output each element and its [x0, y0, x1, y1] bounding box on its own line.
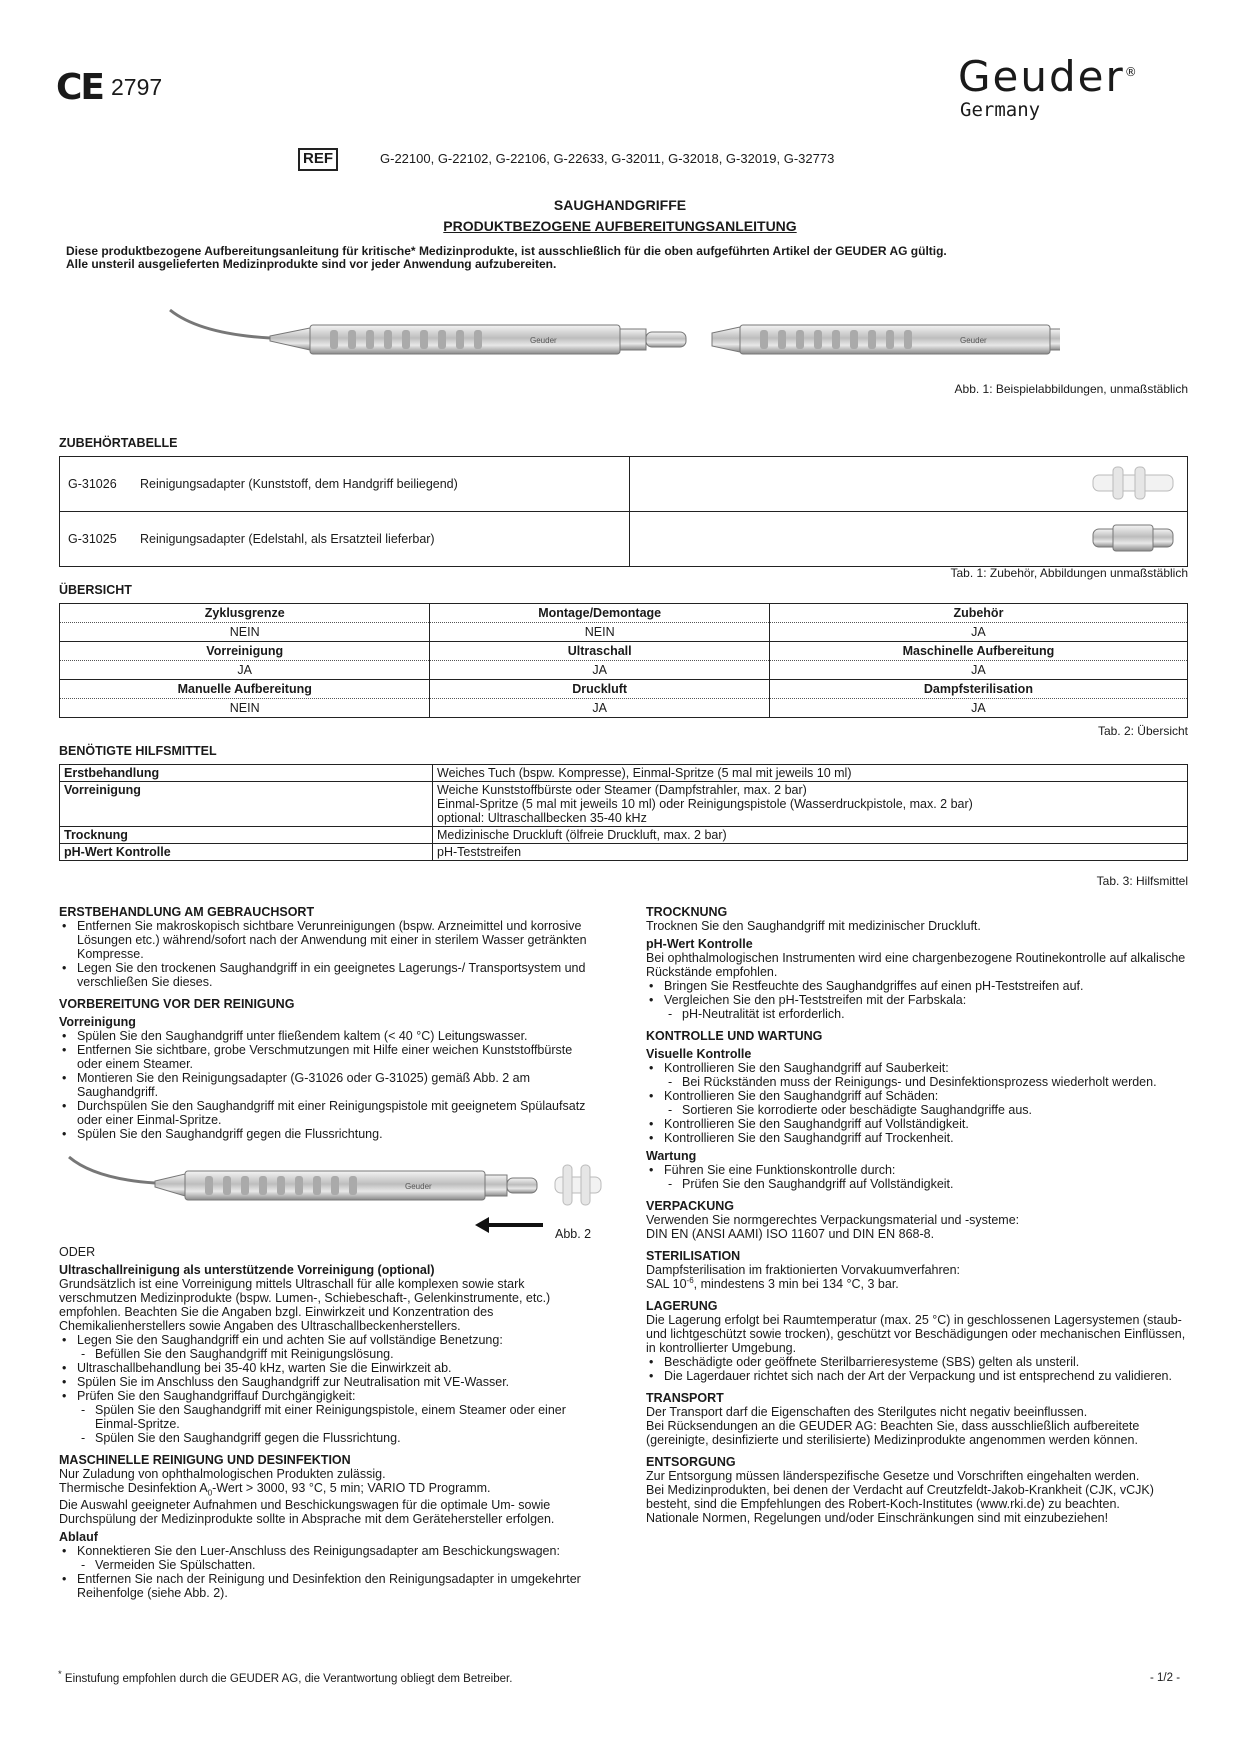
overview-table	[59, 603, 1188, 718]
tools-table	[59, 764, 1188, 861]
figure-1-caption: Abb. 1: Beispielabbildungen, unmaßstäblich	[954, 382, 1188, 396]
registered-mark: ®	[1124, 65, 1139, 79]
list-subitem: - Bei Rückständen muss der Reinigungs- und Desinfektionsprozess wiederholt werden.	[646, 1075, 1186, 1089]
footnote: * Einstufung empfohlen durch die GEUDER AG, die Verantwortung obliegt dem Betreiber.	[58, 1669, 513, 1685]
table-row	[60, 765, 1188, 782]
paragraph: Bei Medizinprodukten, bei denen der Verdacht auf Creutzfeldt-Jakob-Krankheit (CJK, vCJK) besteht, sind die Empfehlungen des Robert-Koch-Institutes (www.rki.de) zu beachten.	[646, 1483, 1154, 1512]
section-heading: TRANSPORT	[646, 1391, 724, 1406]
brand-name: Geuder	[958, 52, 1125, 101]
tools-key: Vorreinigung	[60, 782, 433, 827]
paragraph: Nationale Normen, Regelungen und/oder Einschränkungen sind mit einzubeziehen!	[646, 1511, 1109, 1526]
overview-label: Zubehör	[769, 604, 1187, 623]
list-item: • Spülen Sie den Saughandgriff unter fließendem kaltem (< 40 °C) Leitungswasser.	[59, 1029, 599, 1043]
paragraph: Trocknen Sie den Saughandgriff mit medizinischer Druckluft.	[646, 919, 981, 933]
paragraph: SAL $10^{-6}$, mindestens 3 min bei 134 °C, 3 bar.	[646, 1276, 899, 1292]
subsection-heading: Visuelle Kontrolle	[646, 1047, 752, 1061]
figure-2	[59, 1141, 599, 1245]
list-item: • Kontrollieren Sie den Saughandgriff auf Vollständigkeit.	[646, 1117, 1186, 1131]
figure-2-caption: Abb. 2	[555, 1227, 592, 1241]
accessory-image-cell	[630, 512, 1188, 567]
overview-value: JA	[769, 623, 1187, 642]
list-item: • Entfernen Sie sichtbare, grobe Verschmutzungen mit Hilfe einer weichen Kunststoffbürste oder einem Steamer.	[59, 1043, 599, 1071]
steel-adapter-icon	[1091, 518, 1175, 558]
list-subitem: - pH-Neutralität ist erforderlich.	[646, 1007, 1186, 1021]
table-2-caption: Tab. 2: Übersicht	[1097, 724, 1188, 738]
document-subtitle: PRODUKTBEZOGENE AUFBEREITUNGSANLEITUNG	[443, 218, 797, 234]
or-label: ODER	[59, 1245, 96, 1259]
list-item: • Kontrollieren Sie den Saughandgriff auf Schäden:	[646, 1089, 1186, 1103]
section-heading: MASCHINELLE REINIGUNG UND DESINFEKTION	[59, 1453, 351, 1467]
overview-value: NEIN	[430, 623, 769, 642]
overview-label: Dampfsterilisation	[769, 680, 1187, 699]
section-heading: LAGERUNG	[646, 1299, 718, 1314]
list-item: • Führen Sie eine Funktionskontrolle durch:	[646, 1163, 1186, 1177]
handle-without-cannula-icon	[712, 325, 1060, 354]
overview-label: Maschinelle Aufbereitung	[769, 642, 1187, 661]
paragraph: Bei ophthalmologischen Instrumenten wird eine chargenbezogene Routinekontrolle auf alkalische Rückstände empfohlen.	[646, 951, 1186, 979]
overview-value: NEIN	[60, 623, 430, 642]
list-item: • Legen Sie den Saughandgriff ein und achten Sie auf vollständige Benetzung:	[59, 1333, 599, 1347]
paragraph: Die Lagerung erfolgt bei Raumtemperatur (max. 25 °C) in geschlossenen Lagersystemen (staub- und lichtgeschützt sowie trocken), geschützt vor Beschädigungen oder mechanischen Einflüssen, in kontrollierter Umgebung.	[646, 1313, 1186, 1356]
tools-key: pH-Wert Kontrolle	[60, 844, 433, 861]
accessory-desc: Reinigungsadapter (Kunststoff, dem Handgriff beiliegend)	[140, 477, 458, 491]
section-heading: TROCKNUNG	[646, 905, 728, 919]
instruction-list	[59, 1544, 599, 1600]
overview-label: Zyklusgrenze	[60, 604, 430, 623]
instruction-list	[646, 1061, 1186, 1145]
section-heading: KONTROLLE UND WARTUNG	[646, 1029, 823, 1043]
subsection-heading: Ablauf	[59, 1530, 98, 1545]
overview-value: JA	[430, 661, 769, 680]
list-item: • Legen Sie den trockenen Saughandgriff in ein geeignetes Lagerungs-/ Transportsystem und verschließen Sie dieses.	[59, 961, 599, 989]
table-row	[60, 699, 1188, 718]
paragraph: Die Auswahl geeigneter Aufnahmen und Beschickungswagen für die optimale Um- sowie Durchspülung der Medizinprodukte sollte in Absprache mit dem Gerätehersteller erfolgen.	[59, 1498, 555, 1527]
section-heading: VORBEREITUNG VOR DER REINIGUNG	[59, 997, 295, 1011]
intro-line-1: Diese produktbezogene Aufbereitungsanleitung für kritische* Medizinprodukte, ist ausschließlich für die oben aufgeführten Artikel der GEUDER AG gültig.	[66, 244, 947, 258]
table-1-caption: Tab. 1: Zubehör, Abbildungen unmaßstäblich	[950, 566, 1188, 580]
paragraph: Nur Zuladung von ophthalmologischen Produkten zulässig.	[59, 1467, 386, 1481]
list-subitem: - Vermeiden Sie Spülschatten.	[59, 1558, 599, 1572]
list-item: • Entfernen Sie nach der Reinigung und Desinfektion den Reinigungsadapter in umgekehrter Reihenfolge (siehe Abb. 2).	[59, 1572, 599, 1600]
table-row	[60, 844, 1188, 861]
list-item: • Vergleichen Sie den pH-Teststreifen mit der Farbskala:	[646, 993, 1186, 1007]
subsection-heading: Wartung	[646, 1149, 697, 1163]
list-item: • Kontrollieren Sie den Saughandgriff auf Sauberkeit:	[646, 1061, 1186, 1075]
overview-value: JA	[430, 699, 769, 718]
list-item: • Prüfen Sie den Saughandgriffauf Durchgängigkeit:	[59, 1389, 599, 1403]
overview-value: NEIN	[60, 699, 430, 718]
table-row	[60, 827, 1188, 844]
paragraph: Bei Rücksendungen an die GEUDER AG: Beachten Sie, dass ausschließlich aufbereitete (gereinigte, desinfizierte und sterilisierte) Medizinprodukte angenommen werden können.	[646, 1419, 1140, 1448]
accessories-heading: ZUBEHÖRTABELLE	[59, 436, 178, 450]
left-column	[59, 905, 599, 1600]
list-item: • Spülen Sie im Anschluss den Saughandgriff zur Neutralisation mit VE-Wasser.	[59, 1375, 599, 1389]
paragraph: DIN EN (ANSI AAMI) ISO 11607 und DIN EN 868-8.	[646, 1227, 935, 1241]
overview-label: Druckluft	[430, 680, 769, 699]
section-heading: ERSTBEHANDLUNG AM GEBRAUCHSORT	[59, 905, 315, 919]
table-row	[60, 623, 1188, 642]
tools-value: pH-Teststreifen	[433, 844, 1188, 861]
list-item: • Durchspülen Sie den Saughandgriff mit einer Reinigungspistole mit geeignetem Spülaufsatz oder einer Einmal-Spritze.	[59, 1099, 599, 1127]
tools-key: Erstbehandlung	[60, 765, 433, 782]
page-number: - 1/2 -	[1150, 1672, 1181, 1684]
section-heading: ENTSORGUNG	[646, 1455, 736, 1470]
list-subitem: - Prüfen Sie den Saughandgriff auf Vollständigkeit.	[646, 1177, 1186, 1191]
table-row	[60, 512, 1188, 567]
section-heading: STERILISATION	[646, 1249, 741, 1263]
tools-value: Medizinische Druckluft (ölfreie Druckluft, max. 2 bar)	[433, 827, 1188, 844]
ce-marking	[56, 68, 162, 108]
list-subitem: - Spülen Sie den Saughandgriff mit einer Reinigungspistole, einem Steamer oder einer Einmal-Spritze.	[59, 1403, 599, 1431]
adapter-mounting-illustration	[65, 1147, 605, 1237]
list-item: • Beschädigte oder geöffnete Sterilbarrieresysteme (SBS) gelten als unsteril.	[646, 1355, 1186, 1369]
accessory-desc: Reinigungsadapter (Edelstahl, als Ersatzteil lieferbar)	[140, 532, 435, 546]
list-item: • Kontrollieren Sie den Saughandgriff auf Trockenheit.	[646, 1131, 1186, 1145]
table-row	[60, 604, 1188, 623]
paragraph: Verwenden Sie normgerechtes Verpackungsmaterial und -systeme:	[646, 1213, 1020, 1227]
overview-label: Ultraschall	[430, 642, 769, 661]
accessory-code: G-31026	[68, 477, 117, 491]
document-title: SAUGHANDGRIFFE	[553, 197, 687, 213]
list-item: • Konnektieren Sie den Luer-Anschluss des Reinigungsadapter am Beschickungswagen:	[59, 1544, 599, 1558]
handle-with-cannula-icon	[170, 310, 686, 354]
plastic-adapter-icon	[1091, 463, 1175, 503]
overview-label: Vorreinigung	[60, 642, 430, 661]
brand-country: Germany	[960, 99, 1041, 121]
overview-label: Manuelle Aufbereitung	[60, 680, 430, 699]
overview-label: Montage/Demontage	[430, 604, 769, 623]
tools-heading: BENÖTIGTE HILFSMITTEL	[59, 744, 217, 758]
intro-text	[66, 245, 947, 272]
list-subitem: - Befüllen Sie den Saughandgriff mit Reinigungslösung.	[59, 1347, 599, 1361]
paragraph: Der Transport darf die Eigenschaften des Sterilgutes nicht negativ beeinflussen.	[646, 1405, 1088, 1420]
accessory-code: G-31025	[68, 532, 117, 546]
list-item: • Ultraschallbehandlung bei 35-40 kHz, warten Sie die Einwirkzeit ab.	[59, 1361, 599, 1375]
suction-handle-illustrations	[160, 300, 1060, 380]
table-row	[60, 661, 1188, 680]
instruction-list	[59, 1333, 599, 1445]
notified-body-number: 2797	[111, 74, 163, 101]
list-item: • Montieren Sie den Reinigungsadapter (G-31026 oder G-31025) gemäß Abb. 2 am Saughandgriff.	[59, 1071, 599, 1099]
paragraph: Dampfsterilisation im fraktionierten Vorvakuumverfahren:	[646, 1263, 961, 1277]
accessories-table	[59, 456, 1188, 567]
handle-2-label: Geuder	[960, 336, 987, 345]
right-column	[646, 905, 1186, 1525]
table-row	[60, 642, 1188, 661]
instruction-list	[646, 979, 1186, 1021]
tools-value: Weiches Tuch (bspw. Kompresse), Einmal-Spritze (5 mal mit jeweils 10 ml)	[433, 765, 1188, 782]
table-3-caption: Tab. 3: Hilfsmittel	[1096, 874, 1188, 888]
paragraph: Thermische Desinfektion $A_0$-Wert > 3000, 93 °C, 5 min; VARIO TD Programm.	[59, 1481, 491, 1498]
subsection-heading: Vorreinigung	[59, 1015, 136, 1029]
accessory-image-cell	[630, 457, 1188, 512]
list-item: • Bringen Sie Restfeuchte des Saughandgriffes auf einen pH-Teststreifen auf.	[646, 979, 1186, 993]
table-row	[60, 782, 1188, 827]
instruction-list	[646, 1163, 1186, 1191]
list-subitem: - Spülen Sie den Saughandgriff gegen die Flussrichtung.	[59, 1431, 599, 1445]
list-subitem: - Sortieren Sie korrodierte oder beschädigte Saughandgriffe aus.	[646, 1103, 1186, 1117]
paragraph: Grundsätzlich ist eine Vorreinigung mittels Ultraschall für alle komplexen sowie stark verschmutzen Medizinprodukte (bspw. Lumen-, Schiebeschaft-, Gelenkinstrumente, etc.) empfohlen. Beachten Sie die Angaben bzgl. Einwirkzeit und Konzentration des Chemikalienherstellers sowie Angaben des Ultraschallbeckenherstellers.	[59, 1277, 551, 1333]
brand-logo	[958, 52, 1139, 121]
subsection-heading: pH-Wert Kontrolle	[646, 937, 753, 951]
instruction-list	[59, 919, 599, 989]
ref-line	[298, 148, 834, 171]
instruction-list	[59, 1029, 599, 1141]
accessory-cell	[60, 512, 630, 567]
tools-value: Weiche Kunststoffbürste oder Steamer (Dampfstrahler, max. 2 bar) Einmal-Spritze (5 mal mit jeweils 10 ml) oder Reinigungspistole (Wasserdruckpistole, max. 2 bar) optional: Ultraschallbecken 35-40 kHz	[433, 782, 1188, 827]
handle-3-label: Geuder	[405, 1182, 432, 1191]
list-item: • Spülen Sie den Saughandgriff gegen die Flussrichtung.	[59, 1127, 599, 1141]
table-row	[60, 457, 1188, 512]
list-item: • Die Lagerdauer richtet sich nach der Art der Verpackung und ist entsprechend zu validieren.	[646, 1369, 1186, 1383]
section-heading: VERPACKUNG	[646, 1199, 734, 1213]
list-item: • Entfernen Sie makroskopisch sichtbare Verunreinigungen (bspw. Arzneimittel und korrosive Lösungen etc.) während/sofort nach der Anwendung mit einer in sterilem Wasser getränkten Kompresse.	[59, 919, 599, 961]
accessory-cell	[60, 457, 630, 512]
paragraph: Zur Entsorgung müssen länderspezifische Gesetze und Vorschriften eingehalten werden.	[646, 1469, 1140, 1484]
ce-mark: CE	[56, 67, 104, 108]
tools-key: Trocknung	[60, 827, 433, 844]
ref-codes: G-22100, G-22102, G-22106, G-22633, G-32011, G-32018, G-32019, G-32773	[380, 151, 835, 167]
table-row	[60, 680, 1188, 699]
overview-value: JA	[60, 661, 430, 680]
ref-symbol: REF	[298, 148, 338, 171]
overview-value: JA	[769, 661, 1187, 680]
overview-value: JA	[769, 699, 1187, 718]
instruction-list	[646, 1355, 1186, 1383]
overview-heading: ÜBERSICHT	[59, 583, 132, 597]
subsection-heading: Ultraschallreinigung als unterstützende Vorreinigung (optional)	[59, 1263, 435, 1277]
handle-1-label: Geuder	[530, 336, 557, 345]
intro-line-2: Alle unsteril ausgelieferten Medizinprodukte sind vor jeder Anwendung aufzubereiten.	[66, 257, 557, 272]
